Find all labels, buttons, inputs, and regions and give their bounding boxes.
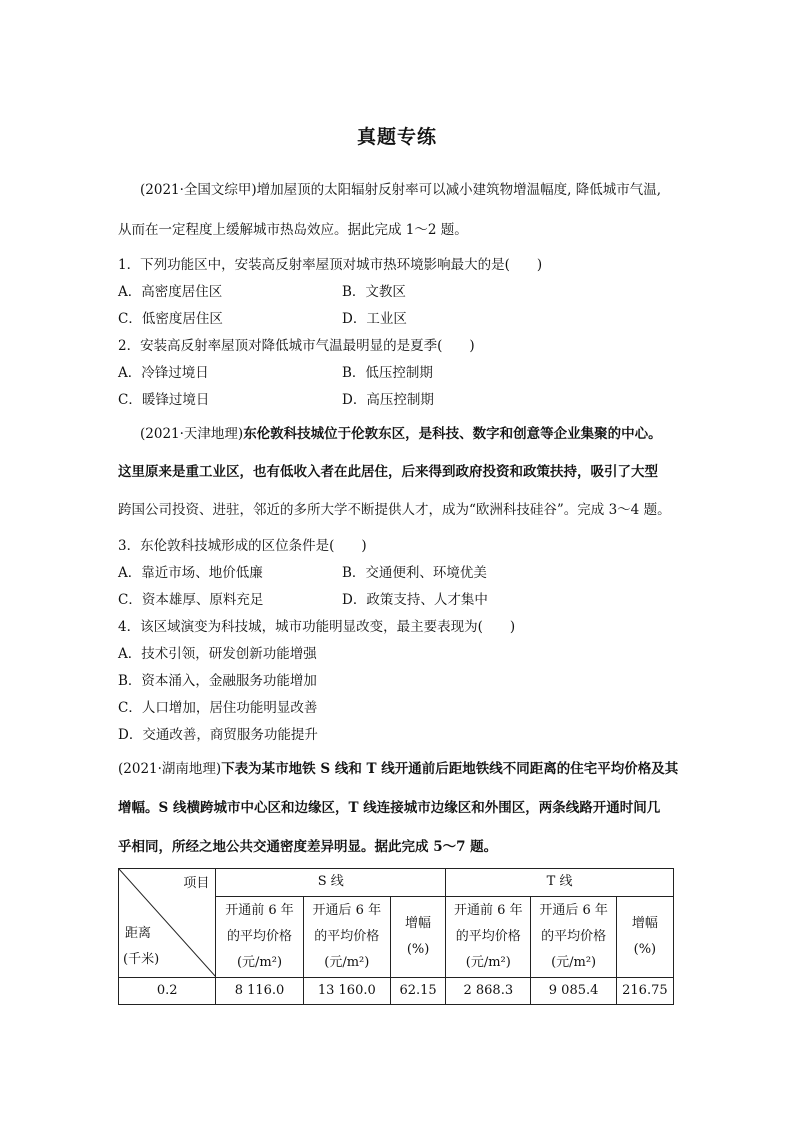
header-s-before-line-1: 开通前 6 年 (225, 902, 294, 918)
passage-3-line-2: 增幅。S 线横跨城市中心区和边缘区，T 线连接城市边缘区和外围区，两条线路开通时间几 (118, 800, 661, 816)
question-4-option-b: B．资本涌入，金融服务功能增加 (118, 673, 317, 689)
header-s-after-line-1: 开通后 6 年 (312, 902, 382, 918)
header-t-after-line-1: 开通后 6 年 (539, 902, 608, 918)
question-1-option-d: D．工业区 (342, 311, 407, 327)
header-s-after-line-3: (元/m²) (324, 954, 370, 970)
passage-3-line-1-text: 下表为某市地铁 S 线和 T 线开通前后距地铁线不同距离的住宅平均价格及其 (221, 761, 679, 777)
question-3-option-c: C．资本雄厚、原料充足 (118, 592, 264, 608)
table-header-row-1 (119, 869, 674, 897)
passage-2-source: (2021·天津地理) (140, 426, 244, 442)
header-t-before-line-3: (元/m²) (465, 954, 511, 970)
header-t-before-line-1: 开通前 6 年 (454, 902, 523, 918)
passage-2-line-3: 跨国公司投资、进驻，邻近的多所大学不断提供人才，成为“欧洲科技硅谷”。完成 3～4 题。 (118, 502, 671, 518)
table-row (119, 978, 674, 1005)
passage-1-line-2: 从而在一定程度上缓解城市热岛效应。据此完成 1～2 题。 (118, 222, 468, 238)
passage-3-line-1 (118, 757, 678, 777)
header-t-increase-line-2: (%) (633, 941, 657, 957)
question-3-option-a: A．靠近市场、地价低廉 (118, 565, 263, 581)
passage-2-line-2: 这里原来是重工业区，也有低收入者在此居住，后来得到政府投资和政策扶持，吸引了大型 (118, 464, 658, 480)
question-3-option-b: B．交通便利、环境优美 (342, 565, 487, 581)
cell-t-before: 2 868.3 (446, 978, 531, 1005)
header-s-after (303, 896, 390, 977)
question-2-option-b: B．低压控制期 (342, 365, 433, 381)
cell-t-increase: 216.75 (616, 978, 673, 1005)
table-corner-cell (119, 869, 216, 978)
question-2-option-c: C．暖锋过境日 (118, 392, 210, 408)
passage-3-line-3 (118, 835, 497, 855)
question-2-option-d: D．高压控制期 (342, 392, 434, 408)
header-s-before (216, 896, 303, 977)
header-t-before-line-2: 的平均价格 (455, 928, 521, 944)
question-2-option-a: A．冷锋过境日 (118, 365, 209, 381)
cell-s-after: 13 160.0 (303, 978, 390, 1005)
header-s-before-line-3: (元/m²) (236, 954, 283, 970)
page-title: 真题专练 (356, 126, 437, 148)
price-table (118, 868, 674, 1005)
header-t-increase (616, 896, 673, 977)
question-1-option-c: C．低密度居住区 (118, 311, 223, 327)
header-s-before-line-2: 的平均价格 (226, 928, 292, 944)
header-s-increase-line-2: (%) (406, 941, 430, 957)
header-t-after-line-2: 的平均价格 (541, 928, 607, 944)
question-1-stem: 1．下列功能区中，安装高反射率屋顶对城市热环境影响最大的是( ) (118, 257, 543, 273)
header-t-after (531, 896, 616, 977)
question-1-option-b: B．文教区 (342, 284, 406, 300)
question-1-option-a: A．高密度居住区 (118, 284, 223, 300)
header-s-increase-line-1: 增幅 (405, 915, 432, 931)
cell-s-increase: 62.15 (390, 978, 445, 1005)
corner-label-item: 项目 (183, 876, 210, 891)
question-4-option-a: A．技术引领，研发创新功能增强 (118, 646, 317, 662)
group-header-t-line: T 线 (446, 869, 674, 897)
cell-distance: 0.2 (119, 978, 216, 1005)
corner-label-distance: 距离 (125, 926, 152, 941)
header-s-after-line-2: 的平均价格 (314, 928, 380, 944)
header-t-before (446, 896, 531, 977)
cell-s-before: 8 116.0 (216, 978, 303, 1005)
question-3-option-d: D．政策支持、人才集中 (342, 592, 488, 608)
passage-1-line-1: (2021·全国文综甲)增加屋顶的太阳辐射反射率可以减小建筑物增温幅度, 降低城市气温, (140, 182, 662, 198)
corner-label-unit: (千米) (123, 952, 160, 967)
passage-3-line-3-text: 乎相同，所经之地公共交通密度差异明显。据此完成 5～7 题。 (118, 839, 498, 855)
passage-3-source: (2021·湖南地理) (118, 761, 222, 777)
header-s-increase (390, 896, 445, 977)
passage-2-line-1-text: 东伦敦科技城位于伦敦东区，是科技、数字和创意等企业集聚的中心。 (243, 426, 662, 442)
group-header-s-line: S 线 (216, 869, 446, 897)
cell-t-after: 9 085.4 (531, 978, 616, 1005)
question-3-stem: 3．东伦敦科技城形成的区位条件是( ) (118, 538, 367, 554)
header-t-increase-line-1: 增幅 (631, 915, 658, 931)
passage-2-line-1 (140, 422, 662, 442)
question-4-option-d: D．交通改善，商贸服务功能提升 (118, 727, 318, 743)
question-2-stem: 2．安装高反射率屋顶对降低城市气温最明显的是夏季( ) (118, 338, 475, 354)
question-4-stem: 4．该区域演变为科技城，城市功能明显改变，最主要表现为( ) (118, 619, 516, 635)
header-t-after-line-3: (元/m²) (551, 954, 597, 970)
question-4-option-c: C．人口增加，居住功能明显改善 (118, 700, 318, 716)
